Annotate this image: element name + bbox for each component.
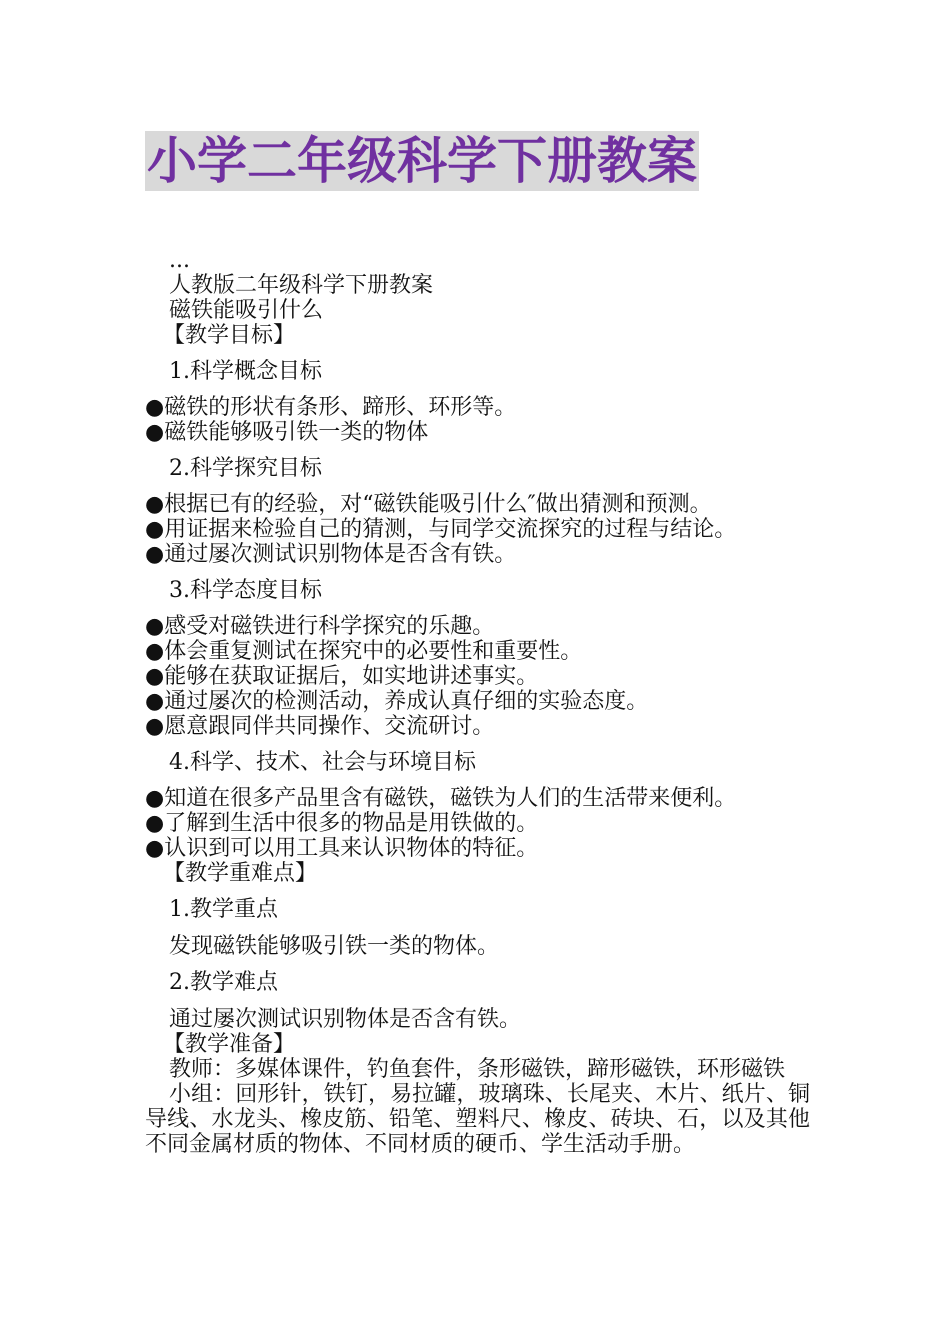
bullet-item: ●了解到生活中很多的物品是用铁做的。 (145, 811, 539, 836)
lesson-title: 磁铁能吸引什么 (169, 298, 324, 323)
key-point-text-2: 通过屡次测试识别物体是否含有铁。 (169, 1007, 522, 1032)
bullet-item: ●感受对磁铁进行科学探究的乐趣。 (145, 614, 495, 639)
bullet-item: ●能够在获取证据后，如实地讲述事实。 (145, 664, 539, 689)
bullet-item: ●认识到可以用工具来认识物体的特征。 (145, 836, 539, 861)
bullet-item: ●磁铁能够吸引铁一类的物体 (145, 420, 429, 445)
goal-heading-3: 3.科学态度目标 (169, 578, 322, 603)
bullet-item: ●根据已有的经验，对“磁铁能吸引什么″做出猜测和预测。 (145, 492, 712, 517)
document-title: 小学二年级科学下册教案 (147, 132, 697, 190)
preparation-group: 小组：回形针，铁钉，易拉罐，玻璃珠、长尾夹、木片、纸片、铜导线、水龙头、橡皮筋、铅笔、塑料尺、橡皮、砖块、石，以及其他不同金属材质的物体、不同材质的硬币、学生活动手册。 (145, 1082, 810, 1157)
bullet-item: ●通过屡次测试识别物体是否含有铁。 (145, 542, 517, 567)
document-body (145, 248, 810, 1157)
goal-heading-1: 1.科学概念目标 (169, 359, 322, 384)
section-heading-goals: 【教学目标】 (163, 323, 296, 348)
subtitle-line: 人教版二年级科学下册教案 (169, 273, 434, 298)
bullet-item: ●愿意跟同伴共同操作、交流研讨。 (145, 714, 495, 739)
key-point-text-1: 发现磁铁能够吸引铁一类的物体。 (169, 934, 500, 959)
key-point-heading-1: 1.教学重点 (169, 897, 278, 922)
key-point-heading-2: 2.教学难点 (169, 970, 278, 995)
section-heading-preparation: 【教学准备】 (163, 1032, 296, 1057)
preparation-teacher: 教师：多媒体课件，钓鱼套件，条形磁铁，蹄形磁铁，环形磁铁 (169, 1057, 786, 1082)
bullet-item: ●磁铁的形状有条形、蹄形、环形等。 (145, 395, 517, 420)
bullet-item: ●体会重复测试在探究中的必要性和重要性。 (145, 639, 583, 664)
bullet-item: ●知道在很多产品里含有磁铁，磁铁为人们的生活带来便利。 (145, 786, 737, 811)
section-heading-key-points: 【教学重难点】 (163, 861, 318, 886)
ellipsis-line: ... (169, 248, 190, 273)
title-highlight (145, 131, 699, 191)
goal-heading-4: 4.科学、技术、社会与环境目标 (169, 750, 476, 775)
bullet-item: ●用证据来检验自己的猜测，与同学交流探究的过程与结论。 (145, 517, 737, 542)
goal-heading-2: 2.科学探究目标 (169, 456, 322, 481)
bullet-item: ●通过屡次的检测活动，养成认真仔细的实验态度。 (145, 689, 649, 714)
